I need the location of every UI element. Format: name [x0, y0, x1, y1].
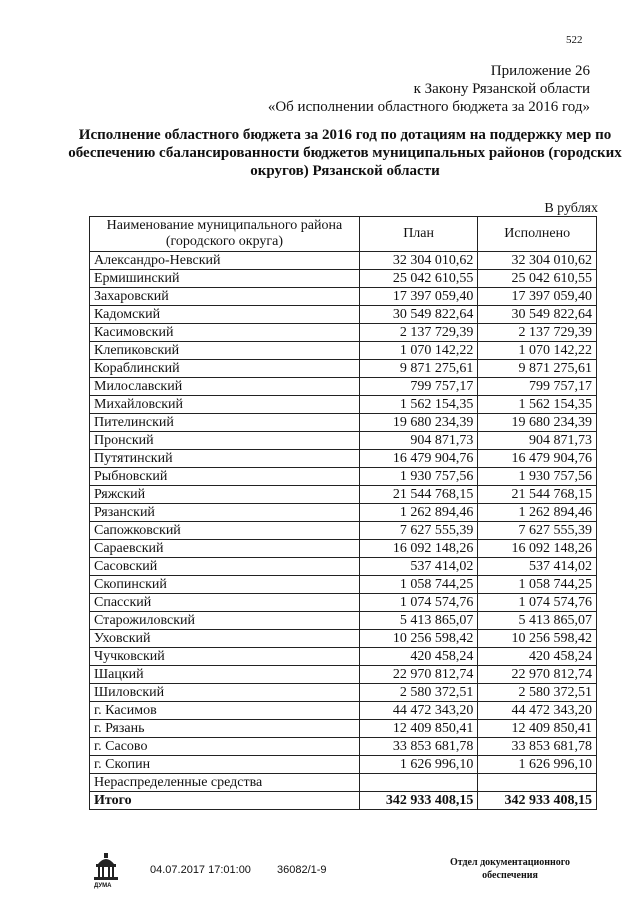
- header-name: Наименование муниципального района (городского округа): [90, 217, 360, 252]
- cell-plan: 1 562 154,35: [359, 396, 477, 414]
- cell-executed: 12 409 850,41: [478, 720, 597, 738]
- table-row: [90, 486, 597, 504]
- footer-timestamp: 04.07.2017 17:01:00: [150, 864, 251, 876]
- cell-plan: 44 472 343,20: [359, 702, 477, 720]
- cell-plan: 1 626 996,10: [359, 756, 477, 774]
- cell-plan: 420 458,24: [359, 648, 477, 666]
- cell-name: Кораблинский: [90, 360, 360, 378]
- cell-executed: 25 042 610,55: [478, 270, 597, 288]
- cell-name: Кадомский: [90, 306, 360, 324]
- table-row: [90, 270, 597, 288]
- cell-plan: 21 544 768,15: [359, 486, 477, 504]
- table-header-row: [90, 217, 597, 252]
- cell-plan: 19 680 234,39: [359, 414, 477, 432]
- cell-name: г. Рязань: [90, 720, 360, 738]
- total-row: [90, 792, 597, 810]
- table-row: [90, 540, 597, 558]
- cell-executed: 32 304 010,62: [478, 252, 597, 270]
- cell-name: Чучковский: [90, 648, 360, 666]
- cell-executed: 16 092 148,26: [478, 540, 597, 558]
- document-title: Исполнение областного бюджета за 2016 год по дотациям на поддержку мер по обеспечению сбалансированности бюджетов муниципальных районов (городских округов) Рязанской области: [68, 127, 622, 179]
- cell-executed: 22 970 812,74: [478, 666, 597, 684]
- table-row: [90, 342, 597, 360]
- cell-name: Старожиловский: [90, 612, 360, 630]
- units-label: В рублях: [544, 201, 598, 216]
- building-icon: [92, 852, 120, 882]
- cell-plan: 342 933 408,15: [359, 792, 477, 810]
- budget-table: [89, 216, 597, 810]
- duma-emblem: [92, 852, 120, 888]
- cell-name: г. Скопин: [90, 756, 360, 774]
- cell-name: Клепиковский: [90, 342, 360, 360]
- table-row: [90, 702, 597, 720]
- table-row: [90, 612, 597, 630]
- cell-name: Захаровский: [90, 288, 360, 306]
- cell-plan: 2 137 729,39: [359, 324, 477, 342]
- cell-executed: 9 871 275,61: [478, 360, 597, 378]
- table-row: [90, 558, 597, 576]
- table-row: [90, 288, 597, 306]
- cell-plan: 30 549 822,64: [359, 306, 477, 324]
- cell-name: Сапожковский: [90, 522, 360, 540]
- cell-executed: 19 680 234,39: [478, 414, 597, 432]
- appendix-header: [268, 62, 590, 116]
- cell-name: Путятинский: [90, 450, 360, 468]
- cell-plan: 33 853 681,78: [359, 738, 477, 756]
- cell-plan: 904 871,73: [359, 432, 477, 450]
- page-number: 522: [566, 34, 583, 46]
- emblem-label: ДУМА: [94, 883, 112, 889]
- cell-plan: 10 256 598,42: [359, 630, 477, 648]
- table-row: [90, 432, 597, 450]
- cell-executed: 1 626 996,10: [478, 756, 597, 774]
- cell-name: Шацкий: [90, 666, 360, 684]
- cell-plan: 32 304 010,62: [359, 252, 477, 270]
- cell-name: Шиловский: [90, 684, 360, 702]
- cell-executed: 537 414,02: [478, 558, 597, 576]
- cell-name: Александро-Невский: [90, 252, 360, 270]
- cell-executed: 2 580 372,51: [478, 684, 597, 702]
- cell-name: Спасский: [90, 594, 360, 612]
- table-row: [90, 414, 597, 432]
- cell-plan: 1 930 757,56: [359, 468, 477, 486]
- cell-plan: 17 397 059,40: [359, 288, 477, 306]
- cell-executed: 16 479 904,76: [478, 450, 597, 468]
- cell-executed: 342 933 408,15: [478, 792, 597, 810]
- cell-plan: 1 070 142,22: [359, 342, 477, 360]
- header-plan: План: [359, 217, 477, 252]
- cell-executed: 1 562 154,35: [478, 396, 597, 414]
- cell-name: Михайловский: [90, 396, 360, 414]
- cell-executed: 21 544 768,15: [478, 486, 597, 504]
- cell-executed: 7 627 555,39: [478, 522, 597, 540]
- cell-name: Рязанский: [90, 504, 360, 522]
- table-row: [90, 306, 597, 324]
- table-row: [90, 594, 597, 612]
- cell-plan: 9 871 275,61: [359, 360, 477, 378]
- cell-executed: 1 074 574,76: [478, 594, 597, 612]
- table-row: [90, 324, 597, 342]
- cell-plan: 16 092 148,26: [359, 540, 477, 558]
- cell-plan: 5 413 865,07: [359, 612, 477, 630]
- cell-name: Скопинский: [90, 576, 360, 594]
- cell-plan: 1 074 574,76: [359, 594, 477, 612]
- cell-name: Сараевский: [90, 540, 360, 558]
- appendix-line-2: к Закону Рязанской области: [413, 81, 590, 97]
- table-row: [90, 468, 597, 486]
- cell-name: Итого: [90, 792, 360, 810]
- cell-name: Нераспределенные средства: [90, 774, 360, 792]
- table-row: [90, 630, 597, 648]
- table-body: [90, 252, 597, 810]
- table-row: [90, 756, 597, 774]
- footer-department: Отдел документационного обеспечения: [449, 857, 571, 881]
- table-row: [90, 378, 597, 396]
- cell-executed: [478, 774, 597, 792]
- table-row: [90, 576, 597, 594]
- cell-name: Касимовский: [90, 324, 360, 342]
- cell-name: Ряжский: [90, 486, 360, 504]
- cell-executed: 17 397 059,40: [478, 288, 597, 306]
- cell-executed: 1 070 142,22: [478, 342, 597, 360]
- table-row: [90, 720, 597, 738]
- cell-name: г. Касимов: [90, 702, 360, 720]
- table-row: [90, 666, 597, 684]
- cell-executed: 1 058 744,25: [478, 576, 597, 594]
- cell-plan: 22 970 812,74: [359, 666, 477, 684]
- cell-plan: 1 262 894,46: [359, 504, 477, 522]
- cell-name: Ермишинский: [90, 270, 360, 288]
- cell-executed: 33 853 681,78: [478, 738, 597, 756]
- cell-plan: 16 479 904,76: [359, 450, 477, 468]
- table-row: [90, 396, 597, 414]
- cell-name: Пронский: [90, 432, 360, 450]
- table-row: [90, 450, 597, 468]
- table-row: [90, 648, 597, 666]
- header-executed: Исполнено: [478, 217, 597, 252]
- cell-name: г. Сасово: [90, 738, 360, 756]
- cell-executed: 904 871,73: [478, 432, 597, 450]
- cell-plan: 7 627 555,39: [359, 522, 477, 540]
- cell-plan: 25 042 610,55: [359, 270, 477, 288]
- footer-doc-number: 36082/1-9: [277, 864, 327, 876]
- cell-plan: 799 757,17: [359, 378, 477, 396]
- table-row: [90, 738, 597, 756]
- table-row: [90, 360, 597, 378]
- table-row: [90, 504, 597, 522]
- cell-plan: 12 409 850,41: [359, 720, 477, 738]
- cell-executed: 2 137 729,39: [478, 324, 597, 342]
- cell-plan: 537 414,02: [359, 558, 477, 576]
- table-row: [90, 684, 597, 702]
- cell-executed: 30 549 822,64: [478, 306, 597, 324]
- appendix-line-1: Приложение 26: [490, 63, 590, 79]
- table-row: [90, 522, 597, 540]
- appendix-line-3: «Об исполнении областного бюджета за 2016 год»: [267, 99, 590, 115]
- cell-plan: [359, 774, 477, 792]
- cell-executed: 1 930 757,56: [478, 468, 597, 486]
- cell-plan: 2 580 372,51: [359, 684, 477, 702]
- cell-name: Пителинский: [90, 414, 360, 432]
- cell-plan: 1 058 744,25: [359, 576, 477, 594]
- cell-executed: 799 757,17: [478, 378, 597, 396]
- cell-name: Уховский: [90, 630, 360, 648]
- table-row: [90, 252, 597, 270]
- cell-executed: 420 458,24: [478, 648, 597, 666]
- cell-executed: 44 472 343,20: [478, 702, 597, 720]
- cell-executed: 10 256 598,42: [478, 630, 597, 648]
- table-row: [90, 774, 597, 792]
- cell-executed: 1 262 894,46: [478, 504, 597, 522]
- cell-name: Сасовский: [90, 558, 360, 576]
- cell-name: Милославский: [90, 378, 360, 396]
- cell-name: Рыбновский: [90, 468, 360, 486]
- cell-executed: 5 413 865,07: [478, 612, 597, 630]
